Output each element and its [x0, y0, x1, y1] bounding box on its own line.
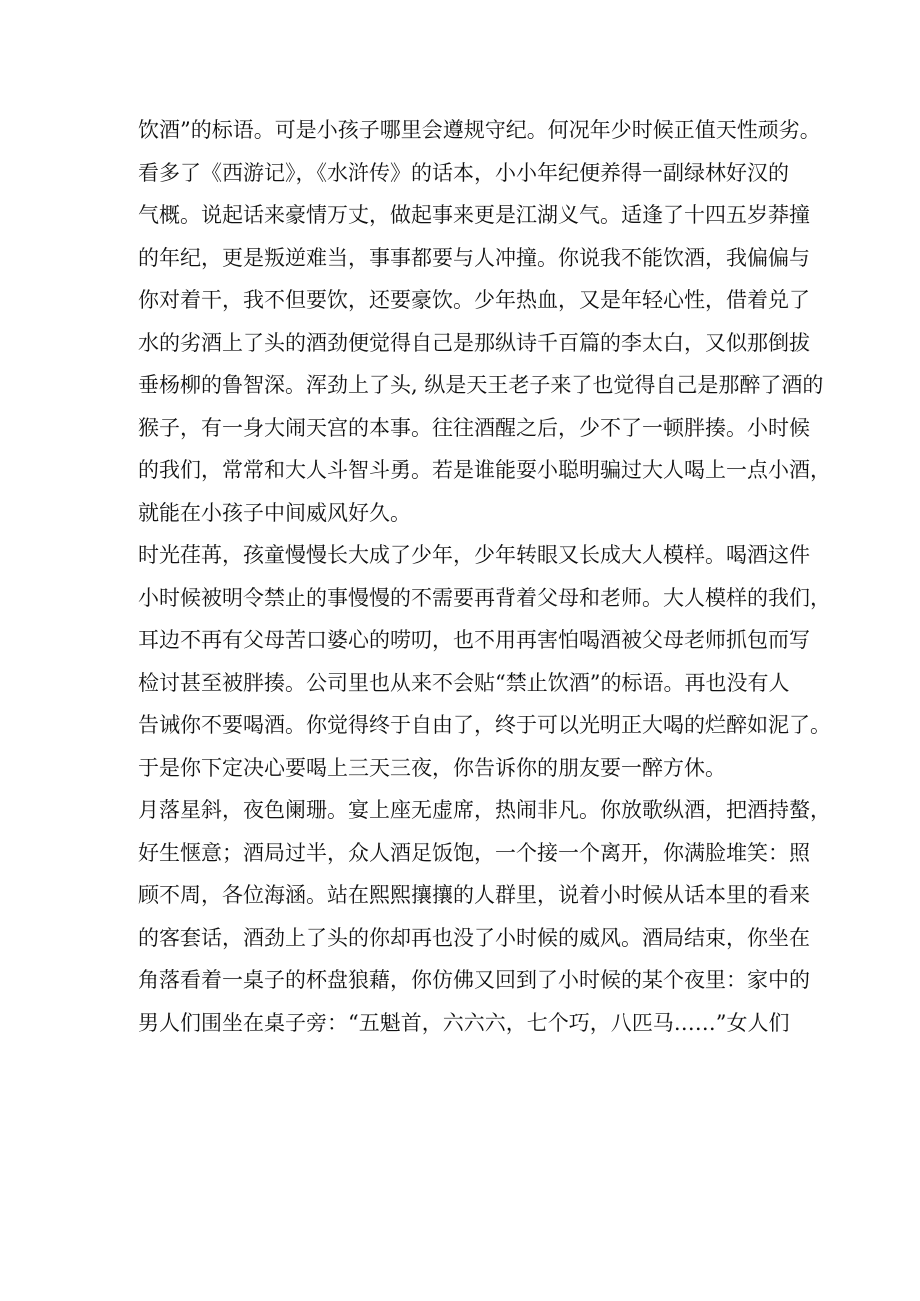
text-line-6: 水的劣酒上了头的酒劲便觉得自己是那纵诗千百篇的李太白，又似那倒拔 — [138, 330, 810, 355]
text-line-19: 顾不周，各位海涵。站在熙熙攘攘的人群里，说着小时候从话本里的看来 — [138, 883, 810, 907]
text-line-2: 看多了《西游记》，《水浒传》的话本，小小年纪便养得一副绿林好汉的 — [138, 160, 789, 185]
text-line-5: 你对着干，我不但要饮，还要豪饮。少年热血，又是年轻心性，借着兑了 — [138, 288, 810, 312]
text-line-18: 好生惬意；酒局过半，众人酒足饭饱，一个接一个离开，你满脸堆笑：照 — [138, 840, 810, 865]
text-line-1: 饮酒”的标语。可是小孩子哪里会遵规守纪。何况年少时候正值天性顽劣。 — [138, 118, 821, 142]
text-line-15: 告诫你不要喝酒。你觉得终于自由了，终于可以光明正大喝的烂醉如泥了。 — [138, 713, 831, 737]
body-text — [138, 109, 831, 1044]
text-line-8: 猴子，有一身大闹天宫的本事。往往酒醒之后，少不了一顿胖揍。小时候 — [138, 415, 810, 440]
text-line-9: 的我们，常常和大人斗智斗勇。若是谁能耍小聪明骗过大人喝上一点小酒， — [138, 458, 831, 482]
text-line-13: 耳边不再有父母苦口婆心的唠叨，也不用再害怕喝酒被父母老师抓包而写 — [138, 628, 810, 652]
text-line-7: 垂杨柳的鲁智深。浑劲上了头, 纵是天王老子来了也觉得自己是那醉了酒的 — [138, 373, 824, 397]
text-line-10: 就能在小孩子中间威风好久。 — [138, 500, 411, 525]
text-line-20: 的客套话，酒劲上了头的你却再也没了小时候的威风。酒局结束，你坐在 — [138, 925, 810, 950]
text-line-3: 气概。说起话来豪情万丈，做起事来更是江湖义气。适逢了十四五岁莽撞 — [138, 203, 810, 227]
text-line-17: 月落星斜，夜色阑珊。宴上座无虚席，热闹非凡。你放歌纵酒，把酒持螯， — [138, 798, 831, 822]
text-line-11: 时光荏苒，孩童慢慢长大成了少年，少年转眼又长成大人模样。喝酒这件 — [138, 543, 810, 567]
text-line-22: 男人们围坐在桌子旁：“五魁首，六六六，七个巧，八匹马……”女人们 — [138, 1010, 790, 1035]
text-line-16: 于是你下定决心要喝上三天三夜，你告诉你的朋友要一醉方休。 — [138, 755, 726, 780]
text-line-12: 小时候被明令禁止的事慢慢的不需要再背着父母和老师。大人模样的我们， — [138, 585, 831, 610]
text-line-14: 检讨甚至被胖揍。公司里也从来不会贴“禁止饮酒”的标语。再也没有人 — [138, 670, 790, 695]
text-line-21: 角落看着一桌子的杯盘狼藉，你仿佛又回到了小时候的某个夜里：家中的 — [138, 968, 810, 992]
text-line-4: 的年纪，更是叛逆难当，事事都要与人冲撞。你说我不能饮酒，我偏偏与 — [138, 245, 810, 270]
